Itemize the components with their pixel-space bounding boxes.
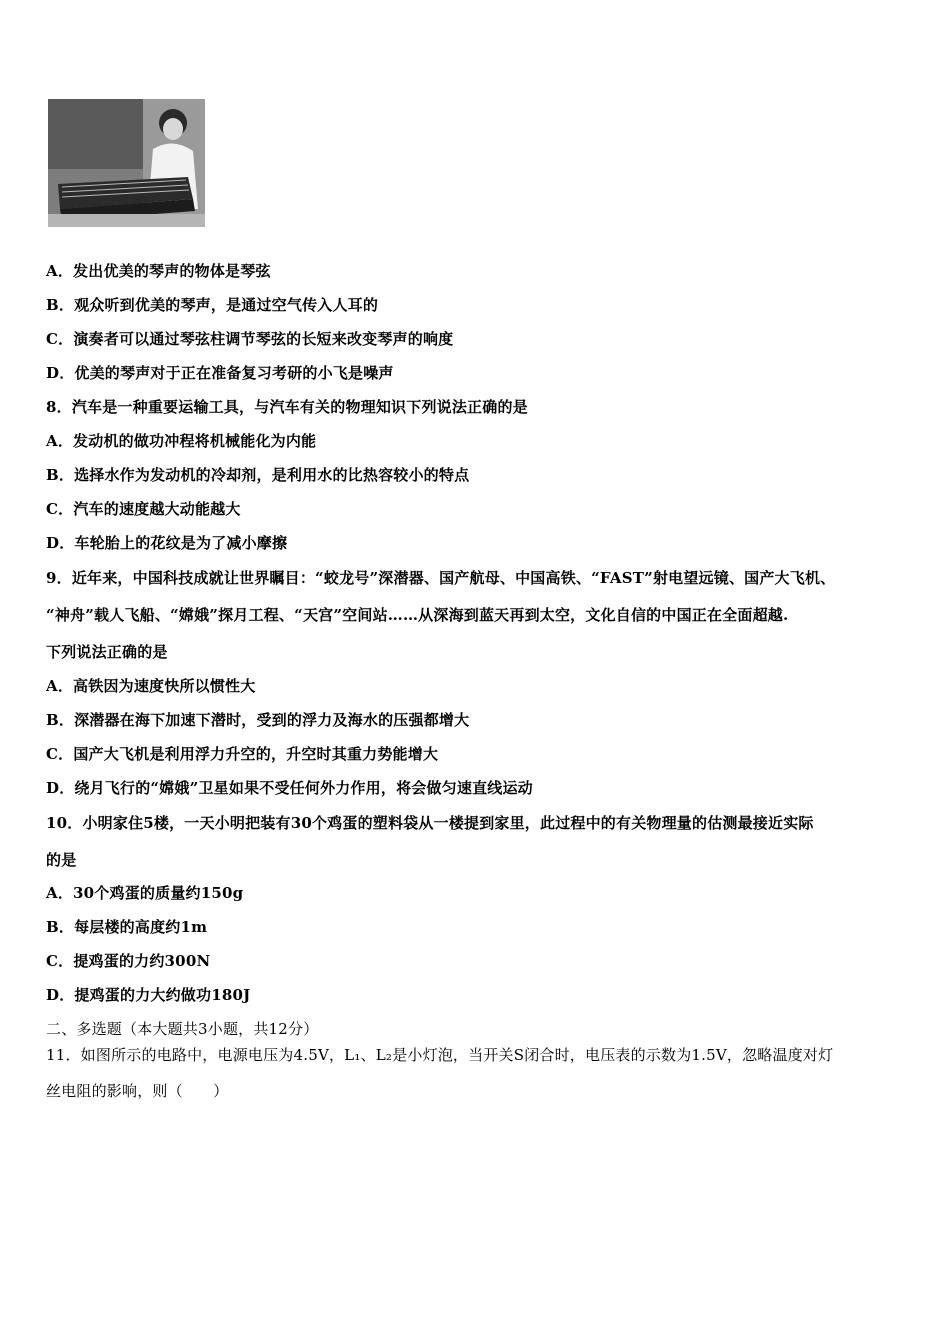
guzheng-player-photo — [48, 99, 205, 227]
q10-option-b: B．每层楼的高度约1m — [46, 918, 208, 936]
q9-stem-line-1: 9．近年来，中国科技成就让世界瞩目：“蛟龙号”深潜器、国产航母、中国高铁、“FAST”射电望远镜、国产大飞机、 — [46, 569, 836, 587]
q9-option-c: C．国产大飞机是利用浮力升空的，升空时其重力势能增大 — [46, 745, 439, 763]
q9-option-d: D．绕月飞行的“嫦娥”卫星如果不受任何外力作用，将会做匀速直线运动 — [46, 779, 533, 797]
q11-stem-line-2: 丝电阻的影响，则（ ） — [46, 1082, 229, 1100]
q10-stem-line-1: 10．小明家住5楼，一天小明把装有30个鸡蛋的塑料袋从一楼提到家里，此过程中的有关物理量的估测最接近实际 — [46, 814, 814, 832]
q9-stem-line-2: “神舟”载人飞船、“嫦娥”探月工程、“天宫”空间站……从深海到蓝天再到太空，文化自信的中国正在全面超越. — [46, 606, 789, 624]
q10-option-c: C．提鸡蛋的力约300N — [46, 952, 211, 970]
q10-stem-line-2: 的是 — [46, 851, 77, 869]
q8-stem: 8．汽车是一种重要运输工具，与汽车有关的物理知识下列说法正确的是 — [46, 398, 528, 416]
q7-option-c: C．演奏者可以通过琴弦柱调节琴弦的长短来改变琴声的响度 — [46, 330, 454, 348]
q9-stem-line-3: 下列说法正确的是 — [46, 643, 168, 661]
q9-option-a: A．高铁因为速度快所以惯性大 — [46, 677, 256, 695]
q7-option-a: A．发出优美的琴声的物体是琴弦 — [46, 262, 271, 280]
q8-option-c: C．汽车的速度越大动能越大 — [46, 500, 241, 518]
q8-option-a: A．发动机的做功冲程将机械能化为内能 — [46, 432, 317, 450]
q8-option-d: D．车轮胎上的花纹是为了减小摩擦 — [46, 534, 288, 552]
q7-option-b: B．观众听到优美的琴声，是通过空气传入人耳的 — [46, 296, 379, 314]
q10-option-d: D．提鸡蛋的力大约做功180J — [46, 986, 251, 1004]
photo-illustration — [48, 99, 205, 227]
q10-option-a: A．30个鸡蛋的质量约150g — [46, 884, 244, 902]
q9-option-b: B．深潜器在海下加速下潜时，受到的浮力及海水的压强都增大 — [46, 711, 470, 729]
section2-heading: 二、多选题（本大题共3小题，共12分） — [46, 1020, 319, 1038]
q7-option-d: D．优美的琴声对于正在准备复习考研的小飞是噪声 — [46, 364, 394, 382]
q11-stem-line-1: 11．如图所示的电路中，电源电压为4.5V，L₁、L₂是小灯泡，当开关S闭合时，电压表的示数为1.5V，忽略温度对灯 — [46, 1046, 834, 1064]
q8-option-b: B．选择水作为发动机的冷却剂，是利用水的比热容较小的特点 — [46, 466, 470, 484]
